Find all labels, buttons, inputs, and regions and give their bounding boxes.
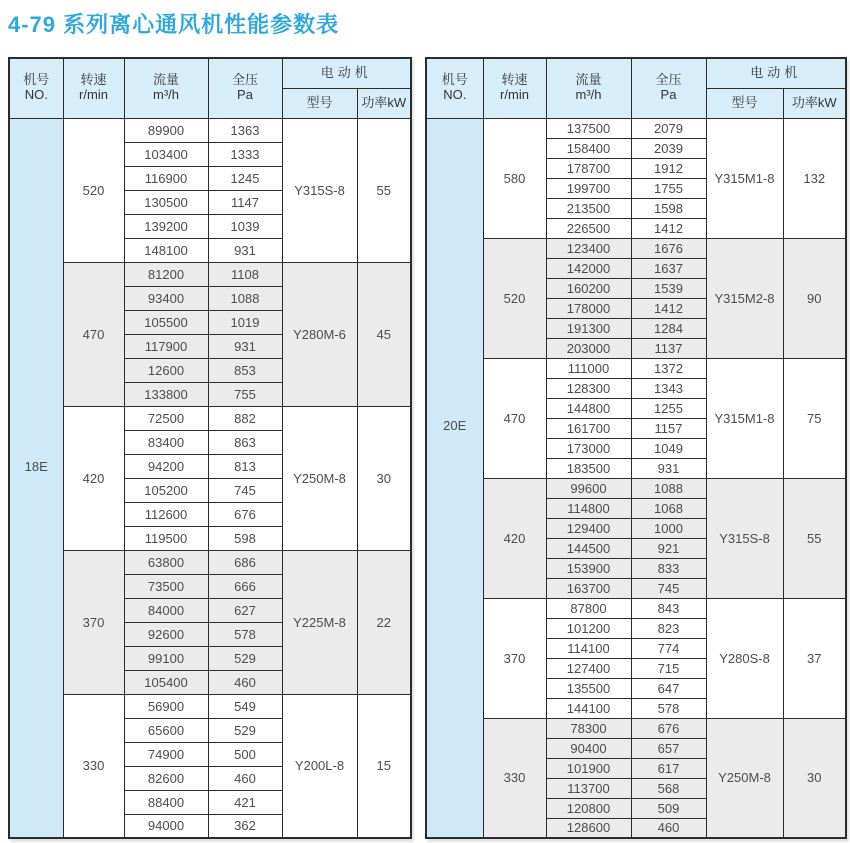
flow-cell: 148100 xyxy=(124,238,208,262)
flow-cell: 178000 xyxy=(546,298,631,318)
flow-cell: 101200 xyxy=(546,618,631,638)
flow-cell: 178700 xyxy=(546,158,631,178)
header-no-column-label: 机号 xyxy=(23,72,50,88)
header-motor-group: 电动机 xyxy=(282,58,411,88)
flow-cell: 130500 xyxy=(124,190,208,214)
motor-power-cell: 55 xyxy=(357,118,411,262)
pressure-cell: 509 xyxy=(631,798,706,818)
header-flow-column xyxy=(124,58,208,118)
speed-cell: 520 xyxy=(483,238,546,358)
header-pressure-column xyxy=(208,58,282,118)
table-body xyxy=(426,118,846,838)
motor-model-cell: Y280M-6 xyxy=(282,262,357,406)
header-motor-model: 型号 xyxy=(282,88,357,118)
pressure-cell: 823 xyxy=(631,618,706,638)
flow-cell: 163700 xyxy=(546,578,631,598)
speed-cell: 470 xyxy=(483,358,546,478)
flow-cell: 135500 xyxy=(546,678,631,698)
flow-cell: 173000 xyxy=(546,438,631,458)
table-row xyxy=(426,478,846,498)
motor-power-cell: 30 xyxy=(783,718,846,838)
table-row xyxy=(9,406,411,430)
motor-model-cell: Y200L-8 xyxy=(282,694,357,838)
pressure-cell: 715 xyxy=(631,658,706,678)
flow-cell: 120800 xyxy=(546,798,631,818)
fan-no-label: 20E xyxy=(443,418,467,434)
flow-cell: 94200 xyxy=(124,454,208,478)
motor-model-cell: Y315M1-8 xyxy=(706,358,783,478)
pressure-cell: 745 xyxy=(208,478,282,502)
flow-cell: 12600 xyxy=(124,358,208,382)
pressure-cell: 460 xyxy=(631,818,706,838)
motor-power-cell: 45 xyxy=(357,262,411,406)
flow-cell: 74900 xyxy=(124,742,208,766)
speed-cell: 470 xyxy=(63,262,124,406)
pressure-cell: 529 xyxy=(208,718,282,742)
pressure-cell: 1372 xyxy=(631,358,706,378)
motor-model-cell: Y225M-8 xyxy=(282,550,357,694)
pressure-cell: 1147 xyxy=(208,190,282,214)
pressure-cell: 1912 xyxy=(631,158,706,178)
flow-cell: 199700 xyxy=(546,178,631,198)
flow-cell: 90400 xyxy=(546,738,631,758)
flow-cell: 213500 xyxy=(546,198,631,218)
flow-cell: 161700 xyxy=(546,418,631,438)
header-no-column-unit: NO. xyxy=(443,87,467,103)
flow-cell: 101900 xyxy=(546,758,631,778)
header-speed-column xyxy=(483,58,546,118)
flow-cell: 105500 xyxy=(124,310,208,334)
pressure-cell: 1255 xyxy=(631,398,706,418)
header-speed-column-label: 转速 xyxy=(501,72,528,88)
pressure-cell: 1637 xyxy=(631,258,706,278)
flow-cell: 144800 xyxy=(546,398,631,418)
flow-cell: 127400 xyxy=(546,658,631,678)
header-speed-column-label: 转速 xyxy=(80,72,107,88)
flow-cell: 226500 xyxy=(546,218,631,238)
motor-model-cell: Y250M-8 xyxy=(706,718,783,838)
flow-cell: 88400 xyxy=(124,790,208,814)
speed-cell: 520 xyxy=(63,118,124,262)
flow-cell: 139200 xyxy=(124,214,208,238)
motor-model-cell: Y315S-8 xyxy=(706,478,783,598)
pressure-cell: 460 xyxy=(208,766,282,790)
pressure-cell: 1049 xyxy=(631,438,706,458)
motor-model-cell: Y280S-8 xyxy=(706,598,783,718)
motor-power-cell: 90 xyxy=(783,238,846,358)
flow-cell: 111000 xyxy=(546,358,631,378)
flow-cell: 113700 xyxy=(546,778,631,798)
pressure-cell: 1412 xyxy=(631,218,706,238)
header-pressure-column-label: 全压 xyxy=(655,72,682,88)
pressure-cell: 843 xyxy=(631,598,706,618)
flow-cell: 142000 xyxy=(546,258,631,278)
flow-cell: 123400 xyxy=(546,238,631,258)
header-speed-column-unit: r/min xyxy=(79,87,108,103)
motor-power-cell: 22 xyxy=(357,550,411,694)
flow-cell: 99600 xyxy=(546,478,631,498)
pressure-cell: 529 xyxy=(208,646,282,670)
flow-cell: 89900 xyxy=(124,118,208,142)
pressure-cell: 460 xyxy=(208,670,282,694)
flow-cell: 56900 xyxy=(124,694,208,718)
flow-cell: 103400 xyxy=(124,142,208,166)
pressure-cell: 362 xyxy=(208,814,282,838)
header-no-column-unit: NO. xyxy=(24,87,48,103)
pressure-cell: 1598 xyxy=(631,198,706,218)
header-flow-column-unit: m³/h xyxy=(153,87,179,103)
flow-cell: 191300 xyxy=(546,318,631,338)
pressure-cell: 647 xyxy=(631,678,706,698)
flow-cell: 144100 xyxy=(546,698,631,718)
motor-power-cell: 30 xyxy=(357,406,411,550)
header-motor-model: 型号 xyxy=(706,88,783,118)
motor-power-cell: 132 xyxy=(783,118,846,238)
flow-cell: 65600 xyxy=(124,718,208,742)
pressure-cell: 1755 xyxy=(631,178,706,198)
pressure-cell: 421 xyxy=(208,790,282,814)
fan-no-label: 18E xyxy=(24,459,48,475)
pressure-cell: 1068 xyxy=(631,498,706,518)
header-pressure-column xyxy=(631,58,706,118)
flow-cell: 129400 xyxy=(546,518,631,538)
pressure-cell: 500 xyxy=(208,742,282,766)
pressure-cell: 627 xyxy=(208,598,282,622)
speed-cell: 420 xyxy=(483,478,546,598)
fan-table-18e xyxy=(8,57,412,839)
header-motor-group: 电动机 xyxy=(706,58,846,88)
header-flow-column xyxy=(546,58,631,118)
pressure-cell: 1539 xyxy=(631,278,706,298)
pressure-cell: 1245 xyxy=(208,166,282,190)
pressure-cell: 1000 xyxy=(631,518,706,538)
flow-cell: 133800 xyxy=(124,382,208,406)
pressure-cell: 882 xyxy=(208,406,282,430)
pressure-cell: 931 xyxy=(631,458,706,478)
flow-cell: 128600 xyxy=(546,818,631,838)
pressure-cell: 666 xyxy=(208,574,282,598)
header-flow-column-label: 流量 xyxy=(575,72,602,88)
pressure-cell: 863 xyxy=(208,430,282,454)
pressure-cell: 1363 xyxy=(208,118,282,142)
pressure-cell: 2039 xyxy=(631,138,706,158)
table-row xyxy=(9,118,411,142)
pressure-cell: 549 xyxy=(208,694,282,718)
pressure-cell: 931 xyxy=(208,334,282,358)
pressure-cell: 1412 xyxy=(631,298,706,318)
flow-cell: 158400 xyxy=(546,138,631,158)
flow-cell: 128300 xyxy=(546,378,631,398)
pressure-cell: 617 xyxy=(631,758,706,778)
flow-cell: 72500 xyxy=(124,406,208,430)
flow-cell: 137500 xyxy=(546,118,631,138)
flow-cell: 81200 xyxy=(124,262,208,286)
flow-cell: 78300 xyxy=(546,718,631,738)
motor-model-cell: Y250M-8 xyxy=(282,406,357,550)
flow-cell: 119500 xyxy=(124,526,208,550)
speed-cell: 370 xyxy=(483,598,546,718)
speed-cell: 330 xyxy=(63,694,124,838)
header-pressure-column-unit: Pa xyxy=(660,87,677,103)
header-no-column xyxy=(9,58,63,118)
pressure-cell: 598 xyxy=(208,526,282,550)
flow-cell: 183500 xyxy=(546,458,631,478)
flow-cell: 114100 xyxy=(546,638,631,658)
pressure-cell: 1039 xyxy=(208,214,282,238)
pressure-cell: 1157 xyxy=(631,418,706,438)
table-row xyxy=(9,262,411,286)
header-speed-column xyxy=(63,58,124,118)
table-row xyxy=(426,718,846,738)
motor-model-cell: Y315M2-8 xyxy=(706,238,783,358)
table-row xyxy=(9,694,411,718)
flow-cell: 92600 xyxy=(124,622,208,646)
motor-model-cell: Y315S-8 xyxy=(282,118,357,262)
motor-power-cell: 37 xyxy=(783,598,846,718)
pressure-cell: 774 xyxy=(631,638,706,658)
table-row xyxy=(9,550,411,574)
speed-cell: 330 xyxy=(483,718,546,838)
header-no-column xyxy=(426,58,483,118)
fan-no-cell xyxy=(426,118,483,838)
flow-cell: 99100 xyxy=(124,646,208,670)
flow-cell: 203000 xyxy=(546,338,631,358)
pressure-cell: 921 xyxy=(631,538,706,558)
table-row xyxy=(426,598,846,618)
flow-cell: 83400 xyxy=(124,430,208,454)
motor-power-cell: 15 xyxy=(357,694,411,838)
flow-cell: 144500 xyxy=(546,538,631,558)
header-flow-column-unit: m³/h xyxy=(575,87,602,103)
pressure-cell: 568 xyxy=(631,778,706,798)
pressure-cell: 578 xyxy=(631,698,706,718)
table-row xyxy=(426,358,846,378)
pressure-cell: 1088 xyxy=(631,478,706,498)
pressure-cell: 755 xyxy=(208,382,282,406)
table-header xyxy=(9,58,411,118)
motor-power-cell: 75 xyxy=(783,358,846,478)
pressure-cell: 745 xyxy=(631,578,706,598)
header-pressure-column-unit: Pa xyxy=(237,87,253,103)
pressure-cell: 813 xyxy=(208,454,282,478)
table-header xyxy=(426,58,846,118)
table-row xyxy=(426,118,846,138)
flow-cell: 105400 xyxy=(124,670,208,694)
header-pressure-column-label: 全压 xyxy=(231,72,258,88)
motor-power-cell: 55 xyxy=(783,478,846,598)
flow-cell: 84000 xyxy=(124,598,208,622)
header-flow-column-label: 流量 xyxy=(152,72,179,88)
pressure-cell: 578 xyxy=(208,622,282,646)
flow-cell: 63800 xyxy=(124,550,208,574)
pressure-cell: 2079 xyxy=(631,118,706,138)
pressure-cell: 833 xyxy=(631,558,706,578)
flow-cell: 160200 xyxy=(546,278,631,298)
pressure-cell: 1284 xyxy=(631,318,706,338)
pressure-cell: 676 xyxy=(631,718,706,738)
header-motor-power: 功率kW xyxy=(357,88,411,118)
motor-model-cell: Y315M1-8 xyxy=(706,118,783,238)
flow-cell: 73500 xyxy=(124,574,208,598)
pressure-cell: 686 xyxy=(208,550,282,574)
speed-cell: 420 xyxy=(63,406,124,550)
speed-cell: 370 xyxy=(63,550,124,694)
fan-no-cell xyxy=(9,118,63,838)
flow-cell: 114800 xyxy=(546,498,631,518)
flow-cell: 116900 xyxy=(124,166,208,190)
pressure-cell: 1088 xyxy=(208,286,282,310)
pressure-cell: 657 xyxy=(631,738,706,758)
pressure-cell: 676 xyxy=(208,502,282,526)
header-speed-column-unit: r/min xyxy=(500,87,529,103)
fan-table-20e xyxy=(425,57,847,839)
page-title: 4-79 系列离心通风机性能参数表 xyxy=(8,12,340,37)
pressure-cell: 1108 xyxy=(208,262,282,286)
flow-cell: 94000 xyxy=(124,814,208,838)
flow-cell: 105200 xyxy=(124,478,208,502)
pressure-cell: 931 xyxy=(208,238,282,262)
table-body xyxy=(9,118,411,838)
pressure-cell: 1343 xyxy=(631,378,706,398)
pressure-cell: 1333 xyxy=(208,142,282,166)
flow-cell: 87800 xyxy=(546,598,631,618)
pressure-cell: 1137 xyxy=(631,338,706,358)
pressure-cell: 853 xyxy=(208,358,282,382)
flow-cell: 153900 xyxy=(546,558,631,578)
header-no-column-label: 机号 xyxy=(441,72,468,88)
flow-cell: 117900 xyxy=(124,334,208,358)
flow-cell: 82600 xyxy=(124,766,208,790)
pressure-cell: 1676 xyxy=(631,238,706,258)
header-motor-power: 功率kW xyxy=(783,88,846,118)
table-row xyxy=(426,238,846,258)
flow-cell: 93400 xyxy=(124,286,208,310)
flow-cell: 112600 xyxy=(124,502,208,526)
pressure-cell: 1019 xyxy=(208,310,282,334)
speed-cell: 580 xyxy=(483,118,546,238)
